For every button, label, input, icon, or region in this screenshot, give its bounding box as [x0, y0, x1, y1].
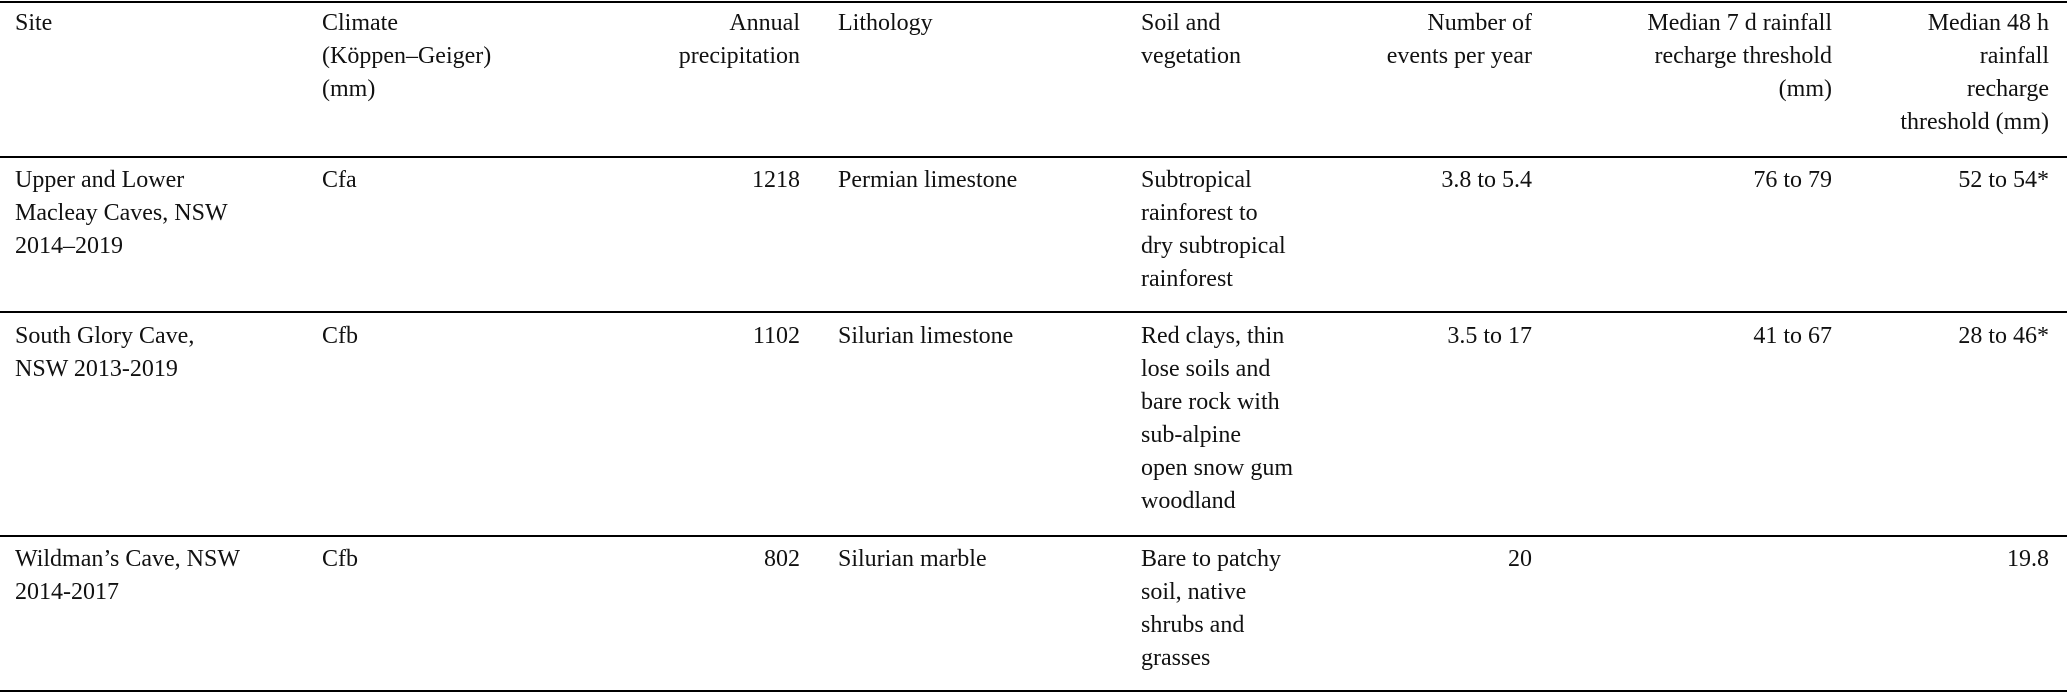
cell-annual-precipitation: 802	[764, 546, 800, 572]
cell-median-48h: 52 to 54*	[1958, 167, 2049, 193]
cell-annual-precipitation: 1102	[752, 323, 800, 349]
header-median-7d: Median 7 d rainfall recharge threshold (mm)	[1647, 10, 1832, 102]
cell-site: Wildman’s Cave, NSW 2014-2017	[15, 546, 240, 605]
header-lithology: Lithology	[838, 10, 933, 36]
cell-site: Upper and Lower Macleay Caves, NSW 2014–2019	[15, 167, 228, 259]
header-events-per-year: Number of events per year	[1386, 10, 1532, 69]
cell-soil-vegetation: Red clays, thin lose soils and bare rock with sub-alpine open snow gum woodland	[1141, 323, 1293, 514]
row-divider	[0, 535, 2067, 537]
cell-lithology: Silurian limestone	[838, 323, 1014, 349]
header-site: Site	[15, 10, 53, 36]
cell-annual-precipitation: 1218	[752, 167, 800, 193]
cell-median-7d: 41 to 67	[1753, 323, 1832, 349]
cell-climate: Cfb	[322, 546, 358, 572]
cell-median-7d: 76 to 79	[1753, 167, 1832, 193]
cell-median-48h: 19.8	[2007, 546, 2049, 572]
cell-events-per-year: 3.5 to 17	[1447, 323, 1532, 349]
cell-soil-vegetation: Bare to patchy soil, native shrubs and grasses	[1141, 546, 1281, 671]
cell-soil-vegetation: Subtropical rainforest to dry subtropical rainforest	[1141, 167, 1286, 292]
header-climate: Climate (Köppen–Geiger) (mm)	[322, 10, 492, 102]
cell-lithology: Permian limestone	[838, 167, 1018, 193]
row-divider	[0, 311, 2067, 313]
cell-events-per-year: 3.8 to 5.4	[1441, 167, 1532, 193]
cell-lithology: Silurian marble	[838, 546, 987, 572]
cell-events-per-year: 20	[1508, 546, 1532, 572]
header-annual-precipitation: Annual precipitation	[678, 10, 800, 69]
cell-climate: Cfa	[322, 167, 357, 193]
table-top-rule	[0, 1, 2067, 3]
cell-median-48h: 28 to 46*	[1958, 323, 2049, 349]
header-median-48h: Median 48 h rainfall recharge threshold (mm)	[1900, 10, 2049, 135]
header-soil-vegetation: Soil and vegetation	[1141, 10, 1241, 69]
cell-climate: Cfb	[322, 323, 358, 349]
cell-site: South Glory Cave, NSW 2013-2019	[15, 323, 195, 382]
header-rule	[0, 156, 2067, 158]
